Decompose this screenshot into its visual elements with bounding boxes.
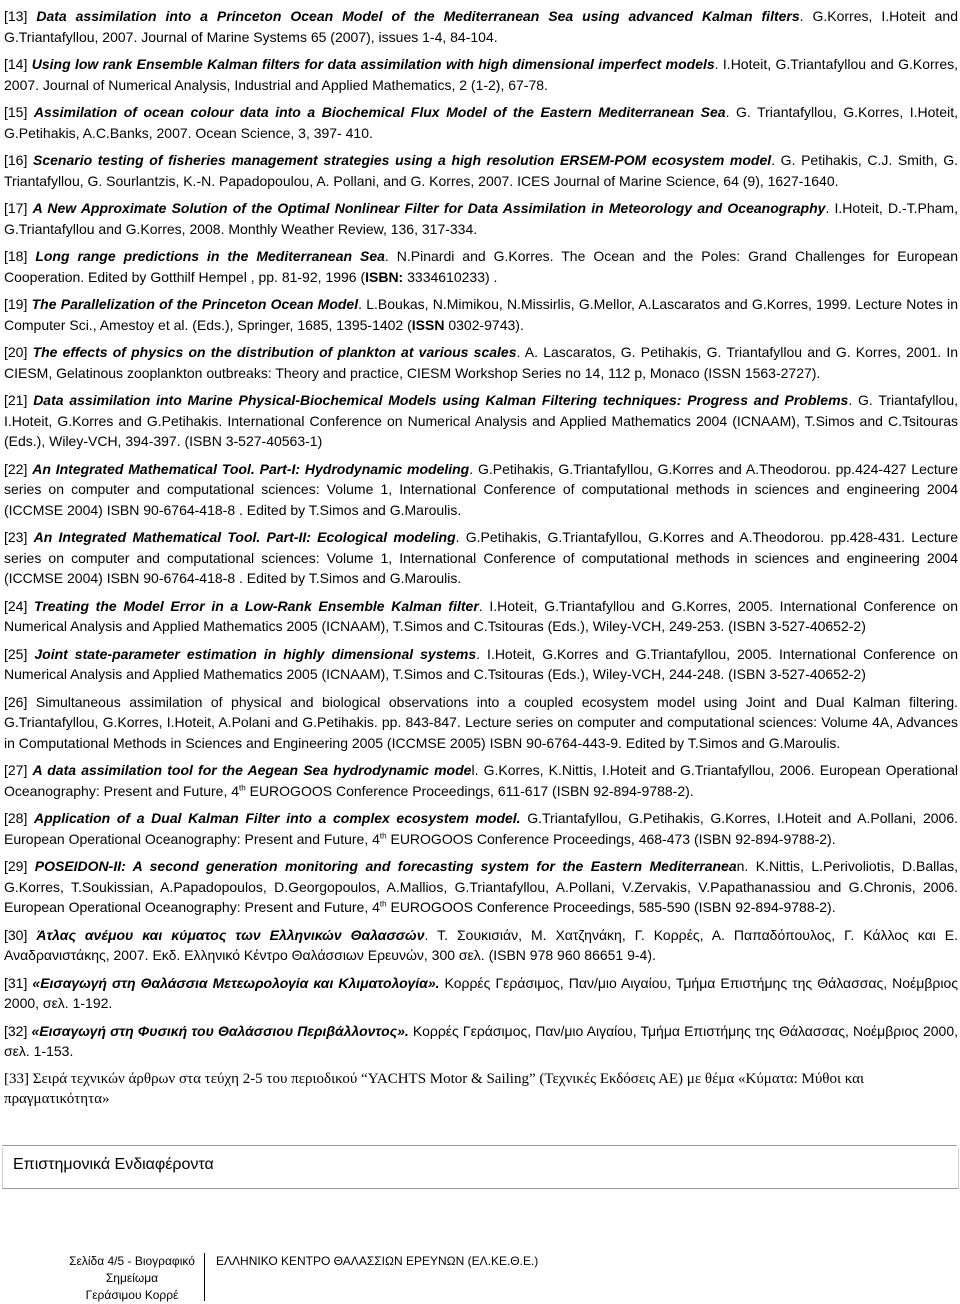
- footer-page-line2: Σημείωμα: [105, 1271, 159, 1285]
- reference-item: [4, 390, 958, 452]
- reference-list: [4, 6, 958, 1116]
- reference-superscript: th: [379, 899, 387, 909]
- reference-number: [25]: [4, 645, 28, 662]
- reference-number: [15]: [4, 104, 28, 120]
- reference-number: [17]: [4, 200, 28, 216]
- reference-item: [4, 198, 958, 239]
- reference-item: [4, 246, 958, 287]
- reference-number: [24]: [4, 597, 28, 614]
- reference-title: Assimilation of ocean colour data into a Biochemical Flux Model of the Eastern Mediterranean Sea: [33, 104, 726, 120]
- reference-number: [19]: [4, 296, 28, 312]
- reference-number: [18]: [4, 248, 28, 264]
- reference-title: Application of a Dual Kalman Filter into a complex ecosystem model.: [34, 810, 521, 826]
- reference-number: [13]: [4, 8, 28, 24]
- reference-details: . A. Lascaratos, G. Petihakis, G. Triantafyllou and G. Korres, 2001. In CIESM, Gelatinous zooplankton outbreaks: Theory and practice, CIESM Workshop Series no 14, 112 p, Monaco (ISSN 1563-2727).: [4, 344, 959, 381]
- footer-page-line1: Σελίδα 4/5 - Βιογραφικό: [69, 1254, 195, 1268]
- reference-title: Άτλας ανέμου και κύματος των Ελληνικών Θαλασσών: [36, 926, 425, 943]
- footer-separator: [204, 1253, 205, 1301]
- reference-title: Scenario testing of fisheries management strategies using a high resolution ERSEM-POM ecosystem model: [33, 152, 772, 168]
- reference-title: A data assimilation tool for the Aegean Sea hydrodynamic mode: [32, 762, 472, 778]
- reference-number: [20]: [4, 344, 28, 360]
- reference-number: [29]: [4, 858, 28, 874]
- reference-details: . I.Hoteit, D.-T.Pham, G.Triantafyllou and G.Korres, 2008. Monthly Weather Review, 136, 317-334.: [4, 200, 958, 237]
- reference-item: [4, 527, 958, 589]
- reference-item: [4, 596, 958, 637]
- reference-number: [14]: [4, 56, 28, 72]
- reference-details: . G. Triantafyllou, G.Korres, I.Hoteit, G.Petihakis, A.C.Banks, 2007. Ocean Science, 3, 397- 410.: [4, 104, 958, 141]
- reference-item: [4, 1021, 958, 1062]
- reference-item: [4, 459, 958, 521]
- reference-title: «Εισαγωγή στη Θαλάσσια Μετεωρολογία και Κλιματολογία».: [32, 974, 440, 991]
- reference-title: Using low rank Ensemble Kalman filters for data assimilation with high dimensional imperfect models: [31, 56, 715, 72]
- reference-title: POSEIDON-II: A second generation monitoring and forecasting system for the Eastern Mediterranea: [34, 858, 737, 874]
- reference-item: [4, 294, 958, 335]
- reference-identifier-label: ISSN: [411, 316, 445, 333]
- reference-title: «Εισαγωγή στη Φυσική του Θαλάσσιου Περιβάλλοντος».: [31, 1022, 409, 1039]
- reference-details-tail: 3334610233) .: [403, 268, 498, 285]
- reference-number: [33]: [4, 1070, 29, 1087]
- reference-details: . G.Korres, I.Hoteit and G.Triantafyllou, 2007. Journal of Marine Systems 65 (2007), issues 1-4, 84-104.: [4, 8, 959, 45]
- reference-details-tail: EUROGOOS Conference Proceedings, 468-473 (ISBN 92-894-9788-2).: [386, 830, 836, 847]
- reference-item: [4, 973, 958, 1014]
- reference-item: [4, 644, 958, 685]
- reference-details: Simultaneous assimilation of physical and biological observations into a coupled ecosystem model using Joint and Dual Kalman filtering. G.Triantafyllou, G.Korres, I.Hoteit, A.Polani and G.Petihakis. pp. 843-847. Lecture series on computer and computational sciences: Volume 4A, Advances in Computational Methods in Sciences and Engineering 2005 (ICCMSE 2005) ISBN 90-6764-443-9. Edited by T.Simos and G.Maroulis.: [4, 693, 959, 751]
- reference-title: A New Approximate Solution of the Optimal Nonlinear Filter for Data Assimilation in Meteorology and Oceanography: [32, 200, 826, 216]
- reference-details: Σειρά τεχνικών άρθρων στα τεύχη 2-5 του περιοδικού “YACHTS Motor & Sailing” (Τεχνικές Εκδόσεις ΑΕ) με θέμα «Κύματα: Μύθοι και πραγματικότητα»: [4, 1070, 865, 1107]
- reference-item: [4, 925, 958, 966]
- section-header: [2, 1148, 959, 1189]
- footer-page-line3: Γεράσιμου Κορρέ: [85, 1288, 179, 1302]
- reference-item: [4, 102, 958, 143]
- reference-details: . G. Petihakis, C.J. Smith, G. Triantafyllou, G. Sourlantzis, K.-N. Papadopoulou, A. Pollani, and G. Korres, 2007. ICES Journal of Marine Science, 64 (9), 1627-1640.: [4, 152, 959, 189]
- reference-number: [28]: [4, 810, 28, 826]
- footer-organization: ΕΛΛΗΝΙΚΟ ΚΕΝΤΡΟ ΘΑΛΑΣΣΙΩΝ ΕΡΕΥΝΩΝ (ΕΛ.ΚΕ.Θ.Ε.): [216, 1254, 539, 1268]
- reference-item: [4, 760, 958, 801]
- reference-details: . N.Pinardi and G.Korres. The Ocean and the Poles: Grand Challenges for European Cooperation. Edited by Gotthilf Hempel , pp. 81-92, 1996 (: [4, 248, 959, 285]
- reference-details-tail: EUROGOOS Conference Proceedings, 611-617 (ISBN 92-894-9788-2).: [245, 782, 694, 799]
- reference-item: [4, 856, 958, 918]
- reference-title: The effects of physics on the distribution of plankton at various scales: [32, 344, 517, 360]
- reference-number: [27]: [4, 762, 28, 778]
- reference-details: n. K.Nittis, L.Perivoliotis, D.Ballas, G.Korres, T.Soukissian, A.Papadopoulos, D.Georgopoulos, A.Mallios, G.Triantafyllou, A.Pollani, V.Zervakis, V.Papathanassiou and G.Chronis, 2006. European Operational Oceanography: Present and Future, 4: [4, 858, 959, 915]
- reference-number: [16]: [4, 152, 28, 168]
- reference-title: Joint state-parameter estimation in highly dimensional systems: [34, 645, 477, 662]
- reference-details: . Τ. Σουκισιάν, Μ. Χατζηνάκη, Γ. Κορρές, Α. Παπαδόπουλος, Γ. Κάλλος και Ε. Αναδρανιστάκης, 2007. Εκδ. Ελληνικό Κέντρο Θαλάσσιων Ερευνών, 300 σελ. (ISBN 978 960 86651 9-4).: [4, 926, 958, 963]
- reference-item: [4, 6, 958, 47]
- reference-item: [4, 342, 958, 383]
- reference-superscript: th: [379, 830, 387, 840]
- reference-details: Κορρές Γεράσιμος, Παν/μιο Αιγαίου, Τμήμα Επιστήμης της Θάλασσας, Νοέμβριος 2000, σελ. 1-192.: [4, 974, 958, 1011]
- reference-superscript: th: [239, 782, 246, 792]
- reference-title: Data assimilation into Marine Physical-Biochemical Models using Kalman Filtering techniques: Progress and Problems: [33, 392, 849, 408]
- footer-page-info: [64, 1253, 200, 1304]
- reference-title: An Integrated Mathematical Tool. Part-II: Ecological modeling: [33, 529, 456, 545]
- reference-details: l. G.Korres, K.Nittis, I.Hoteit and G.Triantafyllou, 2006. European Operational Oceanography: Present and Future, 4: [4, 762, 959, 799]
- reference-title: The Parallelization of the Princeton Ocean Model: [31, 296, 359, 312]
- reference-title: An Integrated Mathematical Tool. Part-I: Hydrodynamic modeling: [32, 460, 470, 477]
- reference-item: [4, 808, 958, 849]
- reference-title: Long range predictions in the Mediterranean Sea: [35, 248, 385, 264]
- reference-details: . I.Hoteit, G.Triantafyllou and G.Korres, 2007. Journal of Numerical Analysis, Industrial and Applied Mathematics, 2 (1-2), 67-78.: [4, 56, 959, 93]
- section-divider: [2, 1145, 957, 1146]
- section-title: Επιστημονικά Ενδιαφέροντα: [13, 1156, 214, 1173]
- reference-item: [4, 692, 958, 754]
- reference-details: . G.Petihakis, G.Triantafyllou, G.Korres and A.Theodorou. pp.424-427 Lecture series on computer and computational sciences: Volume 1, International Conference of computational methods in sciences and engineering 2004 (ICCMSE 2004) ISBN 90-6764-418-8 . Edited by T.Simos and G.Maroulis.: [4, 460, 958, 518]
- reference-details: G.Triantafyllou, G.Petihakis, G.Korres, I.Hoteit and A.Pollani, 2006. European Operational Oceanography: Present and Future, 4: [4, 810, 958, 847]
- reference-details: . G.Petihakis, G.Triantafyllou, G.Korres and A.Theodorou. pp.428-431. Lecture series on computer and computational sciences: Volume 1, International Conference of computational methods in sciences and engineering 2004 (ICCMSE 2004) ISBN 90-6764-418-8 . Edited by T.Simos and G.Maroulis.: [4, 529, 959, 586]
- reference-identifier-label: ISBN:: [365, 268, 404, 285]
- reference-details: . I.Hoteit, G.Korres and G.Triantafyllou, 2005. International Conference on Numerical Analysis and Applied Mathematics 2005 (ICNAAM), T.Simos and C.Tsitouras (Eds.), Wiley-VCH, 244-248. (ISBN 3-527-40652-2): [4, 645, 959, 682]
- reference-number: [22]: [4, 460, 28, 477]
- reference-details: . L.Boukas, N.Mimikou, N.Missirlis, G.Mellor, A.Lascaratos and G.Korres, 1999. Lecture Notes in Computer Sci., Amestoy et al. (Eds.), Springer, 1685, 1395-1402 (: [4, 296, 959, 333]
- reference-item: [4, 150, 958, 191]
- reference-item: [4, 54, 958, 95]
- reference-number: [32]: [4, 1022, 28, 1039]
- reference-details-tail: 0302-9743).: [444, 316, 524, 333]
- reference-details: . G. Triantafyllou, I.Hoteit, G.Korres and G.Petihakis. International Conference on Numerical Analysis and Applied Mathematics 2004 (ICNAAM), T.Simos and C.Tsitouras (Eds.), Wiley-VCH, 394-397. (ISBN 3-527-40563-1): [4, 392, 958, 449]
- reference-details: Κορρές Γεράσιμος, Παν/μιο Αιγαίου, Τμήμα Επιστήμης της Θάλασσας, Νοέμβριος 2000, σελ. 1-153.: [4, 1022, 958, 1059]
- reference-number: [30]: [4, 926, 28, 943]
- reference-number: [23]: [4, 529, 28, 545]
- reference-title: Data assimilation into a Princeton Ocean Model of the Mediterranean Sea using advanced Kalman filters: [36, 8, 800, 24]
- reference-number: [26]: [4, 693, 28, 710]
- reference-details: . I.Hoteit, G.Triantafyllou and G.Korres, 2005. International Conference on Numerical Analysis and Applied Mathematics 2005 (ICNAAM), T.Simos and C.Tsitouras (Eds.), Wiley-VCH, 249-253. (ISBN 3-527-40652-2): [4, 597, 958, 634]
- reference-number: [31]: [4, 974, 28, 991]
- reference-details-tail: EUROGOOS Conference Proceedings, 585-590 (ISBN 92-894-9788-2).: [386, 899, 836, 915]
- reference-item: [4, 1069, 958, 1109]
- reference-title: Treating the Model Error in a Low-Rank Ensemble Kalman filter: [34, 597, 479, 614]
- reference-number: [21]: [4, 392, 28, 408]
